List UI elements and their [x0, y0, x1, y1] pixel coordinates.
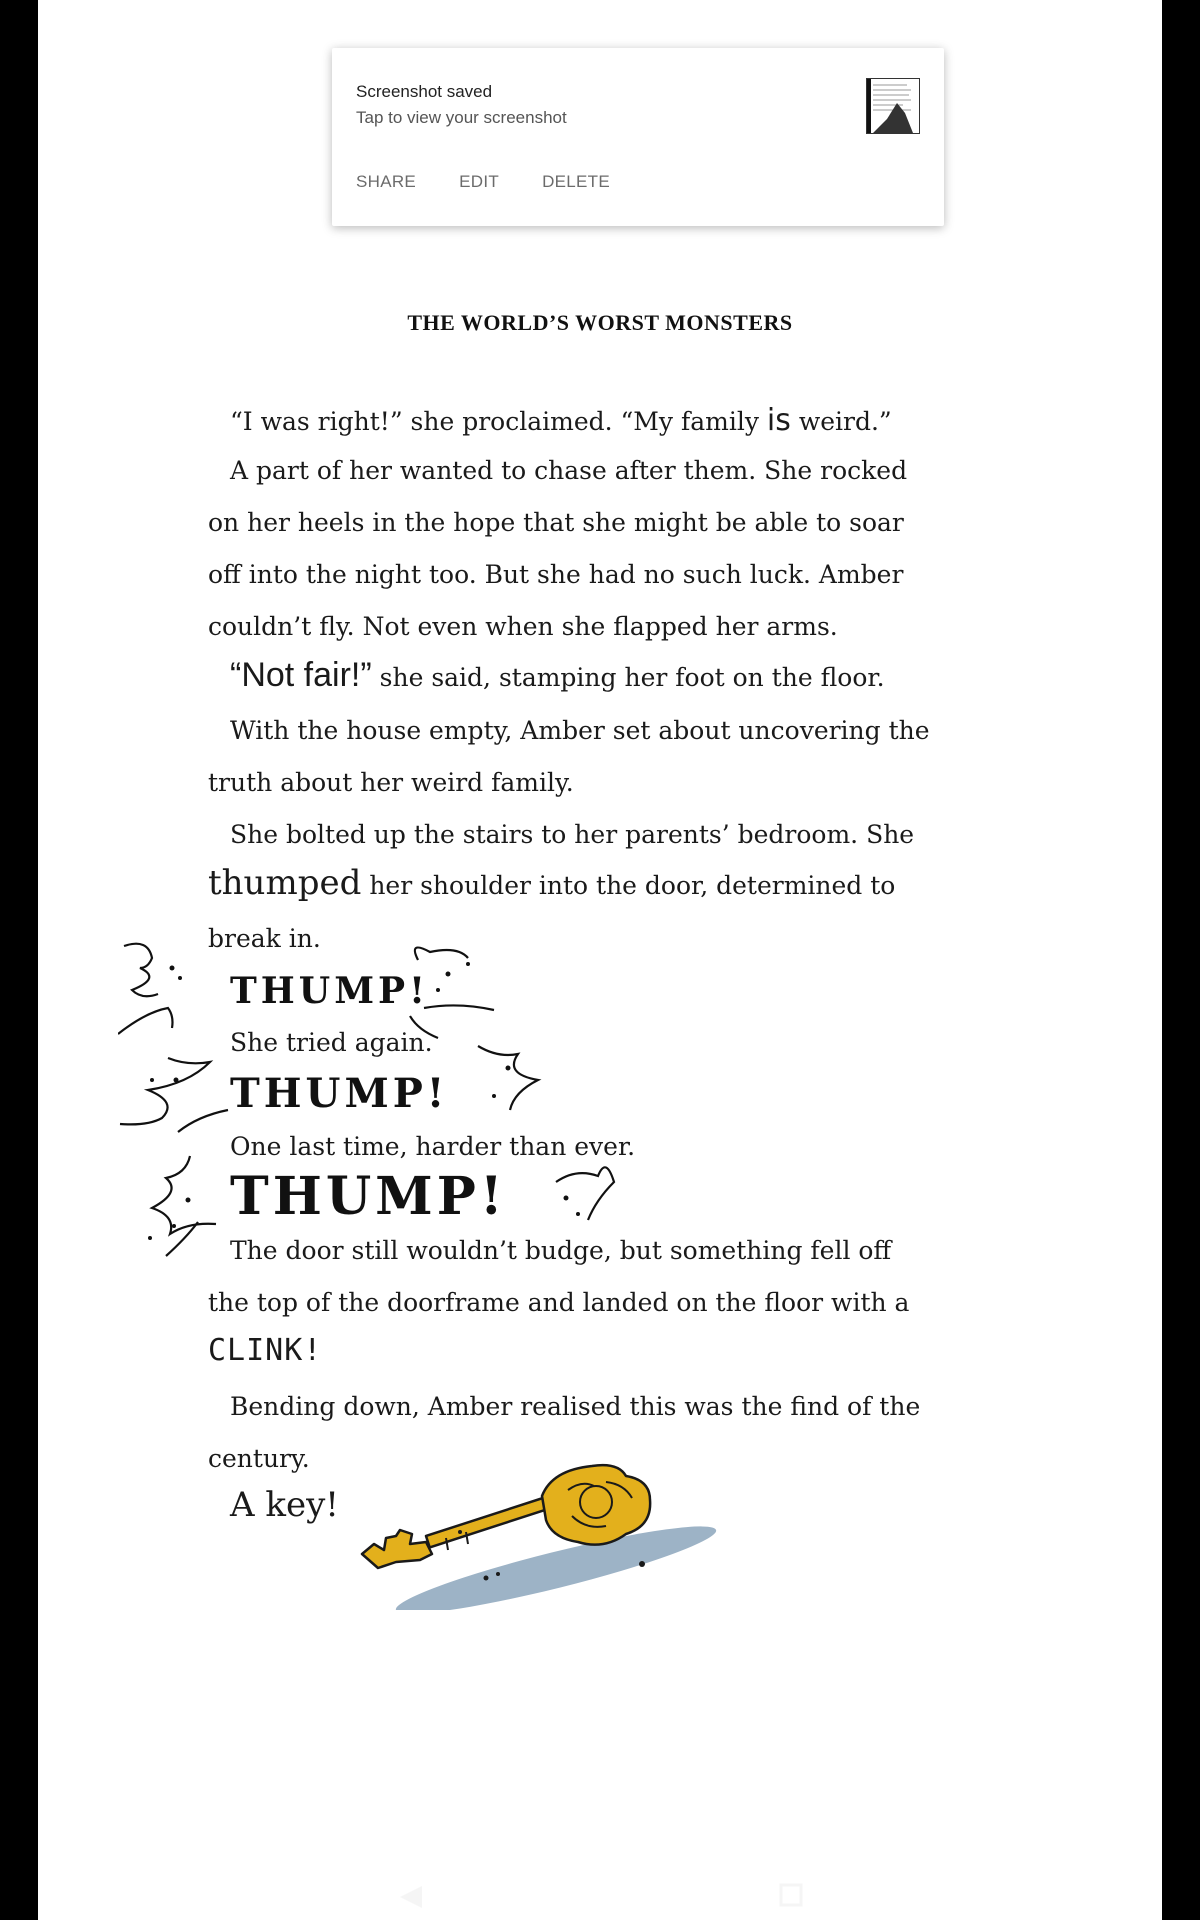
- text-line: the top of the doorframe and landed on the floor with a: [208, 1288, 910, 1317]
- delete-button[interactable]: DELETE: [542, 172, 611, 191]
- sound-effect-text: THUMP!: [230, 1070, 449, 1117]
- text-line: off into the night too. But she had no such luck. Amber: [208, 560, 904, 589]
- text-line: on her heels in the hope that she might be able to soar: [208, 508, 904, 537]
- screenshot-notification[interactable]: [332, 48, 944, 226]
- sound-effect-text: THUMP!: [230, 970, 429, 1012]
- key-illustration: [356, 1460, 736, 1610]
- sound-effect-text: CLINK!: [208, 1333, 323, 1368]
- share-button[interactable]: SHARE: [356, 172, 417, 191]
- recents-button[interactable]: [778, 1882, 804, 1908]
- text-line: break in.: [208, 924, 321, 953]
- text-line: couldn’t fly. Not even when she flapped her arms.: [208, 612, 838, 641]
- text-segment: “I was right!” she proclaimed. “My family: [230, 407, 759, 436]
- book-header: THE WORLD’S WORST MONSTERS: [407, 310, 793, 335]
- text-line: One last time, harder than ever.: [230, 1132, 636, 1161]
- text-line: Bending down, Amber realised this was the find of the: [230, 1392, 921, 1421]
- notification-subtitle: Tap to view your screenshot: [356, 108, 567, 127]
- text-line: [230, 403, 892, 438]
- edit-button[interactable]: EDIT: [459, 172, 500, 191]
- back-icon: [396, 1882, 426, 1912]
- text-line: A key!: [230, 1485, 339, 1525]
- text-line: truth about her weird family.: [208, 768, 574, 797]
- text-line: [230, 658, 885, 692]
- book-page: [38, 0, 1162, 1920]
- sound-effect-text: THUMP!: [230, 1166, 507, 1227]
- text-line: The door still wouldn’t budge, but something fell off: [230, 1236, 892, 1265]
- screenshot-thumbnail[interactable]: [866, 78, 920, 134]
- text-line: She bolted up the stairs to her parents’ bedroom. She: [230, 820, 915, 849]
- text-line: [208, 863, 896, 903]
- back-button[interactable]: [396, 1882, 426, 1912]
- text-line: century.: [208, 1444, 310, 1473]
- text-line: With the house empty, Amber set about uncovering the: [230, 716, 930, 745]
- text-emphasis: is: [766, 403, 791, 438]
- text-line: A part of her wanted to chase after them. She rocked: [230, 456, 908, 485]
- text-segment: her shoulder into the door, determined to: [369, 871, 896, 900]
- text-segment: she said, stamping her foot on the floor.: [379, 663, 885, 692]
- recents-icon: [778, 1882, 804, 1908]
- notification-title: Screenshot saved: [356, 82, 493, 101]
- text-emphasis: “Not fair!”: [230, 656, 372, 694]
- navigation-bar: [38, 1870, 1162, 1920]
- text-segment: weird.”: [798, 407, 892, 436]
- text-line: She tried again.: [230, 1028, 433, 1057]
- text-emphasis: thumped: [208, 863, 362, 903]
